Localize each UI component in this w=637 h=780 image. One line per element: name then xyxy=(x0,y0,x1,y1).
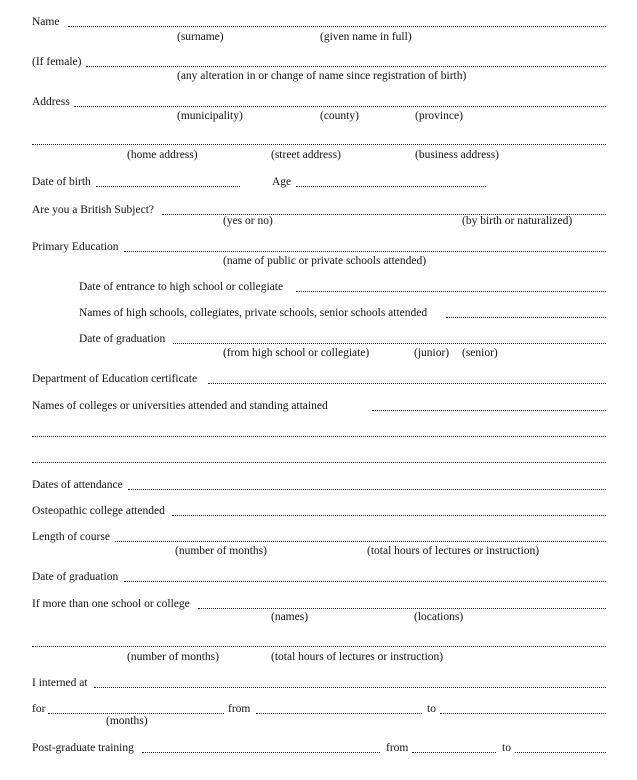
from-field[interactable] xyxy=(256,713,422,714)
address-field[interactable] xyxy=(74,106,606,107)
dob-label: Date of birth xyxy=(32,176,91,188)
osteopathic-college-field[interactable] xyxy=(172,515,606,516)
province-caption: (province) xyxy=(415,110,463,122)
primary-education-caption: (name of public or private schools attended) xyxy=(223,255,427,267)
age-label: Age xyxy=(272,176,292,188)
name-field[interactable] xyxy=(68,26,606,27)
if-female-field[interactable] xyxy=(86,66,606,67)
for-field[interactable] xyxy=(48,713,224,714)
more-schools-label: If more than one school or college xyxy=(32,598,190,610)
primary-education-label: Primary Education xyxy=(32,241,119,253)
junior-caption: (junior) xyxy=(414,347,450,359)
colleges-label: Names of colleges or universities attended and standing attained xyxy=(32,400,328,412)
home-address-caption: (home address) xyxy=(127,149,198,161)
colleges-field-line2[interactable] xyxy=(32,436,606,437)
more-schools-field[interactable] xyxy=(198,608,606,609)
postgrad-to-field[interactable] xyxy=(515,752,606,753)
postgrad-to-label: to xyxy=(502,742,511,754)
more-schools-field-line2[interactable] xyxy=(32,646,606,647)
months-caption: (months) xyxy=(106,715,148,727)
for-label: for xyxy=(32,703,46,715)
british-subject-label: Are you a British Subject? xyxy=(32,204,155,216)
dates-attendance-field[interactable] xyxy=(128,489,606,490)
dob-field[interactable] xyxy=(96,186,240,187)
yes-no-caption: (yes or no) xyxy=(223,215,273,227)
age-field[interactable] xyxy=(296,186,486,187)
total-hours-caption-2: (total hours of lectures or instruction) xyxy=(271,651,444,663)
locations-caption: (locations) xyxy=(414,611,464,623)
if-female-label: (If female) xyxy=(32,56,82,68)
postgrad-from-field[interactable] xyxy=(412,752,496,753)
interned-field[interactable] xyxy=(94,687,606,688)
given-name-caption: (given name in full) xyxy=(320,31,412,43)
length-course-label: Length of course xyxy=(32,531,110,543)
names-caption: (names) xyxy=(271,611,309,623)
number-months-caption: (number of months) xyxy=(175,545,267,557)
osteopathic-college-label: Osteopathic college attended xyxy=(32,505,165,517)
colleges-field-line3[interactable] xyxy=(32,462,606,463)
dept-certificate-label: Department of Education certificate xyxy=(32,373,198,385)
hs-entrance-label: Date of entrance to high school or collegiate xyxy=(79,281,284,293)
colleges-field[interactable] xyxy=(372,410,606,411)
county-caption: (county) xyxy=(320,110,359,122)
address-label: Address xyxy=(32,96,70,108)
hs-entrance-field[interactable] xyxy=(296,291,606,292)
from-high-school-caption: (from high school or collegiate) xyxy=(223,347,370,359)
high-schools-label: Names of high schools, collegiates, private schools, senior schools attended xyxy=(79,307,428,319)
if-female-caption: (any alteration in or change of name since registration of birth) xyxy=(177,70,467,82)
business-address-caption: (business address) xyxy=(415,149,499,161)
primary-education-field[interactable] xyxy=(124,251,606,252)
postgrad-from-label: from xyxy=(386,742,409,754)
postgrad-label: Post-graduate training xyxy=(32,742,134,754)
birth-naturalized-caption: (by birth or naturalized) xyxy=(462,215,573,227)
graduation-date-field[interactable] xyxy=(124,581,606,582)
to-field[interactable] xyxy=(440,713,606,714)
senior-caption: (senior) xyxy=(462,347,498,359)
name-label: Name xyxy=(32,16,60,28)
high-schools-field[interactable] xyxy=(446,317,606,318)
interned-label: I interned at xyxy=(32,677,88,689)
graduation-date-label: Date of graduation xyxy=(32,571,119,583)
to-label: to xyxy=(427,703,436,715)
dates-attendance-label: Dates of attendance xyxy=(32,479,123,491)
length-course-field[interactable] xyxy=(115,541,606,542)
address-line2-field[interactable] xyxy=(32,144,606,145)
dept-certificate-field[interactable] xyxy=(208,383,606,384)
from-label: from xyxy=(228,703,251,715)
municipality-caption: (municipality) xyxy=(177,110,243,122)
hs-graduation-field[interactable] xyxy=(173,343,606,344)
total-hours-caption: (total hours of lectures or instruction) xyxy=(367,545,540,557)
hs-graduation-label: Date of graduation xyxy=(79,333,166,345)
street-address-caption: (street address) xyxy=(271,149,341,161)
postgrad-field[interactable] xyxy=(142,752,380,753)
surname-caption: (surname) xyxy=(177,31,224,43)
number-months-caption-2: (number of months) xyxy=(127,651,219,663)
